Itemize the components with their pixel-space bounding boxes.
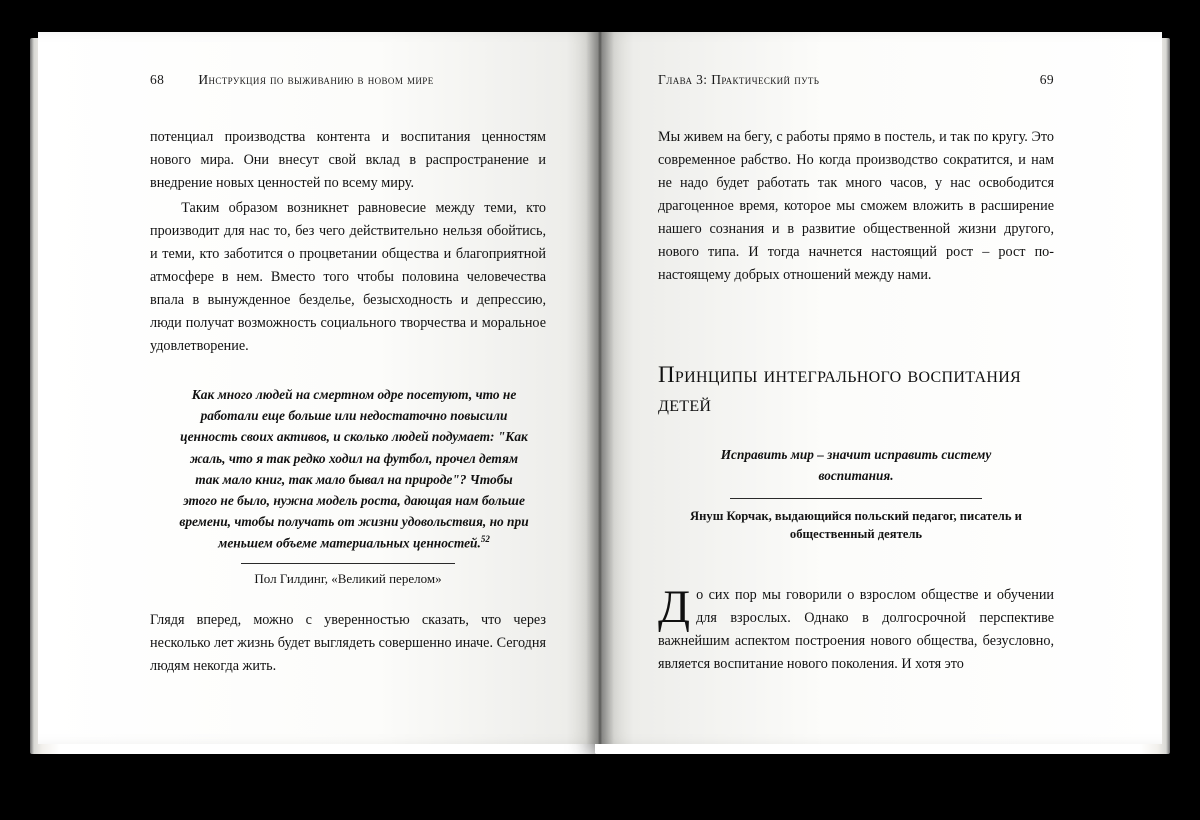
open-book xyxy=(30,32,1170,760)
epigraph-divider xyxy=(730,498,982,499)
dropcap-paragraph-text: о сих пор мы говорили о взрослом обществе и обучении для взрослых. Однако в долгосрочной перспективе важнейшим аспектом построения нового общества, безусловно, является воспитание нового поколения. И хотя это xyxy=(658,586,1054,672)
dropcap-paragraph xyxy=(658,580,1054,676)
footnote-marker: 52 xyxy=(480,534,490,545)
left-running-head-title: Инструкция по выживанию в новом мире xyxy=(198,72,434,87)
left-running-head xyxy=(150,72,546,88)
epigraph-attribution: Януш Корчак, выдающийся польский педагог, писатель и общественный деятель xyxy=(690,509,1022,542)
right-page-number: 69 xyxy=(1039,72,1054,87)
paragraph: Мы живем на бегу, с работы прямо в постель, и так по кругу. Это современное рабство. Но когда производство сократится, и нам не надо будет работать так много часов, у нас освободится драгоценное время, которое мы сможем вложить в расширение нашего сознания и в развитие общественной жизни другого, нового типа. И тогда начнется настоящий рост – рост по-настоящему добрых отношений между нами. xyxy=(658,129,1054,283)
section-heading: Принципы интегрального воспитания детей xyxy=(658,362,1022,416)
left-page-number: 68 xyxy=(150,72,165,87)
right-running-head xyxy=(658,72,1054,88)
left-page-content xyxy=(150,72,546,712)
drop-cap: Д xyxy=(658,580,691,633)
pull-quote-attribution: Пол Гилдинг, «Великий перелом» xyxy=(254,570,442,586)
right-running-head-title: Глава 3: Практический путь xyxy=(658,72,820,87)
left-page xyxy=(38,32,600,744)
paragraph: потенциал производства контента и воспитания ценностям нового мира. Они внесут свой вклад в распространение и внедрение новых ценностей по всему миру. xyxy=(150,129,546,191)
quote-divider xyxy=(241,563,455,564)
paragraph: Таким образом возникнет равновесие между теми, кто производит для нас то, без чего действительно нельзя обойтись, и теми, кто заботится о процветании общества и благоприятной атмосфере в нем. Вместо того чтобы половина человечества впала в вынужденное безделье, безысходность и депрессию, люди получат возможность социального творчества и моральное удовлетворение. xyxy=(150,200,546,354)
epigraph-text: Исправить мир – значит исправить систему воспитания. xyxy=(720,446,992,483)
right-page-content xyxy=(658,72,1054,712)
pull-quote-text: Как много людей на смертном одре посетуют, что не работали еще больше или недостаточно повысили ценность своих активов, и сколько людей подумает: "Как жаль, что я так редко ходил на футбол, прочел детям так мало книг, так мало бывал на природе"? Чтобы этого не было, нужна модель роста, дающая нам больше времени, чтобы получать от жизни удовольствия, но при меньшем объеме материальных ценностей. xyxy=(179,387,529,551)
right-page xyxy=(600,32,1162,744)
pull-quote xyxy=(178,384,530,554)
paragraph: Глядя вперед, можно с уверенностью сказать, что через несколько лет жизнь будет выглядеть совершенно иначе. Сегодня людям некогда жить. xyxy=(150,611,546,674)
